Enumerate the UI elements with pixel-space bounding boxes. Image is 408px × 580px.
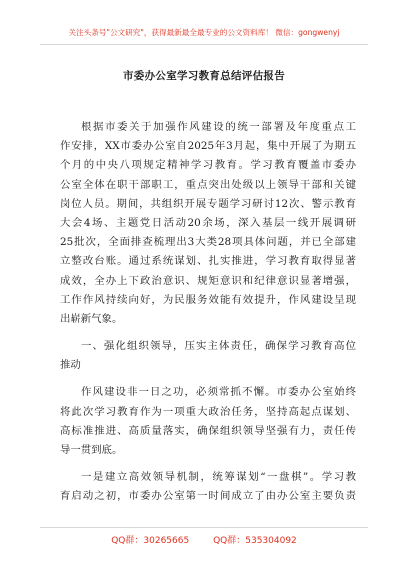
body-line: 25批次，全面排查梳理出3大类28项具体问题，并已全部建	[60, 236, 356, 249]
footer-qq-group-1: QQ群：30265665	[111, 536, 190, 546]
footer-contact	[0, 533, 408, 546]
body-line: 将此次学习教育作为一项重大政治任务，坚持高起点谋划、	[60, 405, 356, 418]
body-line: 作安排，XX市委办公室自2025年3月起，集中开展了为期五	[60, 140, 356, 153]
document-title: 市委办公室学习教育总结评估报告	[123, 70, 285, 82]
body-line: 出崭新气象。	[60, 312, 123, 325]
document-body	[60, 118, 356, 507]
header-divider	[40, 44, 368, 45]
footer-qq-group-2: QQ群：535304092	[213, 536, 297, 546]
body-line: 岗位人员。期间，共组织开展专题学习研讨12次、警示教育	[60, 197, 356, 210]
footer-divider	[40, 527, 368, 528]
body-line: 工作作风持续向好，为民服务效能有效提升，作风建设呈现	[60, 293, 356, 306]
body-line: 大会4场、主题党日活动20余场，深入基层一线开展调研	[60, 216, 356, 229]
body-line: 作风建设非一日之功，必须常抓不懈。市委办公室始终	[81, 386, 356, 399]
header-banner: 关注头条号"公文研究"，获得最新最全最专业的公文资料库！ 微信：gongwenyj	[68, 28, 340, 37]
body-line: 育启动之初，市委办公室第一时间成立了由办公室主要负责	[60, 490, 356, 503]
body-line: 公室全体在职干部职工，重点突出处级以上领导干部和关键	[60, 178, 356, 191]
section-heading-line: 一、强化组织领导，压实主体责任，确保学习教育高位	[81, 340, 356, 353]
body-line: 根据市委关于加强作风建设的统一部署及年度重点工	[81, 121, 356, 133]
body-line: 立整改台账。通过系统谋划、扎实推进，学习教育取得显著	[60, 255, 356, 268]
body-line: 高标准推进、高质量落实，确保组织领导坚强有力，责任传	[60, 424, 356, 437]
body-line: 导一贯到底。	[60, 444, 123, 456]
body-line: 一是建立高效领导机制，统筹谋划“一盘棋”。学习教	[81, 471, 356, 484]
body-line: 个月的中央八项规定精神学习教育。学习教育覆盖市委办	[60, 159, 356, 172]
section-heading-line: 推动	[60, 359, 81, 372]
body-line: 成效，全办上下政治意识、规矩意识和纪律意识显著增强，	[60, 274, 356, 287]
